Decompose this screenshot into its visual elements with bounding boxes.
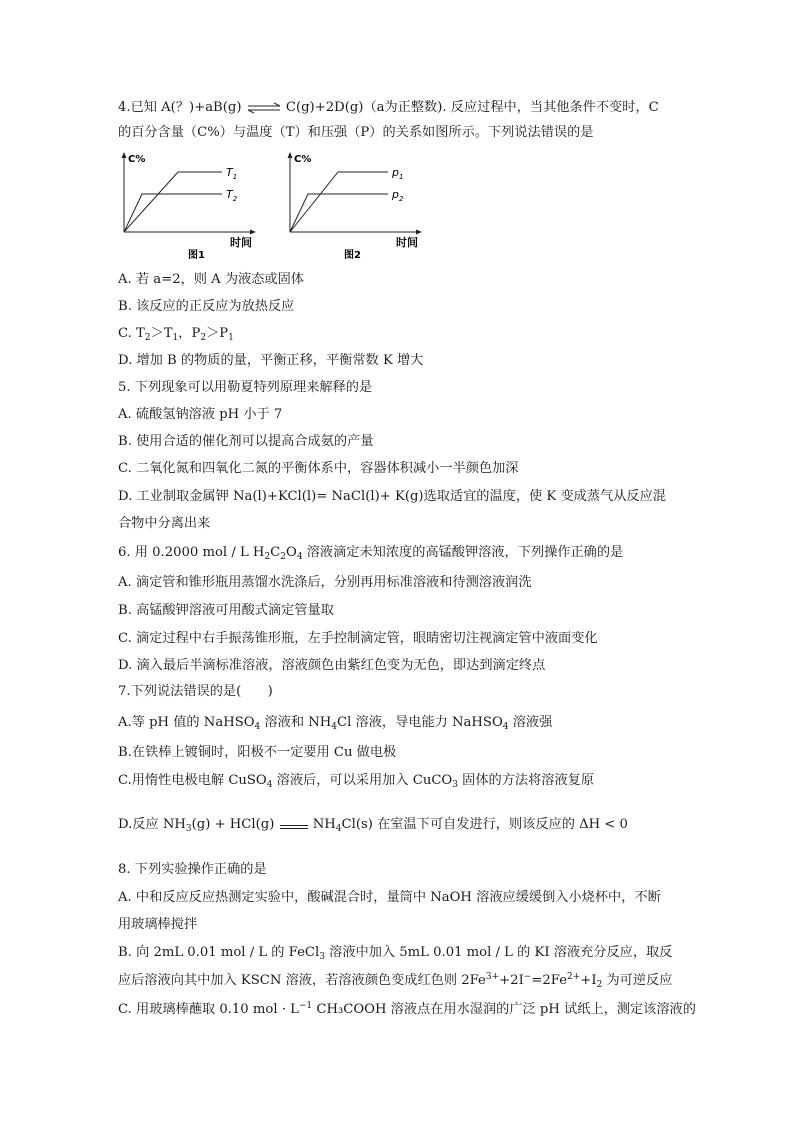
q5-option-d-line2: 合物中分离出来 [118, 516, 211, 531]
q5-option-c: C. 二氧化氮和四氧化二氮的平衡体系中，容器体积减小一半颜色加深 [118, 461, 519, 476]
fig2-label-p2: p [392, 188, 399, 201]
svg-text:T2 [226, 188, 238, 203]
q4-stem-line2: 的百分含量（C%）与温度（T）和压强（P）的关系如图所示。下列说法错误的是 [118, 125, 594, 140]
q8-option-c-line1: C. 用玻璃棒蘸取 0.10 mol · $L^{-1}$ CH₃COOH 溶液点在用水湿润的广泛 pH 试纸上，测定该溶液的 [118, 1001, 696, 1017]
q4-stem-line1 [118, 99, 659, 117]
fig2-label-p1-sub: 1 [398, 173, 404, 181]
fig1-label-t1-sub: 1 [232, 173, 238, 181]
q6-option-b: B. 高锰酸钾溶液可用酸式滴定管量取 [118, 603, 334, 618]
q4-stem-part1: 4.已知 A(？)+aB(g) [118, 100, 246, 115]
q8-option-a-line2: 用玻璃棒搅拌 [118, 917, 198, 932]
fig1-xlabel: 时间 [230, 236, 252, 249]
q4-option-d: D. 增加 B 的物质的量，平衡正移，平衡常数 K 增大 [118, 353, 424, 368]
fig2-xlabel: 时间 [396, 236, 418, 249]
reversible-arrow-icon [246, 102, 282, 114]
svg-text:p1 [391, 166, 403, 181]
q4-option-a: A. 若 a=2，则 A 为液态或固体 [118, 272, 304, 287]
fig2-label-p1: p [392, 166, 399, 179]
q8-option-b-line2: 应后溶液向其中加入 KSCN 溶液，若溶液颜色变成红色则 $2Fe^{3+}+2I^-=2Fe^{2+}+I_2$ 为可逆反应 [118, 972, 673, 990]
q7-option-a: A.等 pH 值的 NaHSO$_4$ 溶液和 $NH_4Cl$ 溶液，导电能力 NaHSO$_4$ 溶液强 [118, 715, 553, 732]
svg-text:p2 [391, 188, 404, 203]
fig1-ylabel: C% [128, 154, 146, 165]
q6-option-a: A. 滴定管和锥形瓶用蒸馏水洗涤后，分别再用标准溶液和待测溶液润洗 [118, 575, 532, 590]
q5-option-a: A. 硫酸氢钠溶液 pH 小于 7 [118, 407, 283, 422]
q8-option-a-line1: A. 中和反应反应热测定实验中，酸碱混合时，量筒中 NaOH 溶液应缓缓倒入小烧杯中，不断 [118, 890, 661, 905]
q7-option-c: C.用惰性电极电解 CuSO$_4$ 溶液后，可以采用加入 CuCO$_3$ 固体的方法将溶液复原 [118, 773, 595, 790]
double-line-arrow-icon [279, 820, 309, 830]
q4-option-c: C. $T_2>T_1$，$P_2>P_1$ [118, 326, 234, 343]
q7-option-d: D.反应 $NH_3(g) + HCl(g)$ $NH_4Cl(s)$ 在室温下可自发进行，则该反应的 ΔH < 0 [118, 817, 628, 834]
fig1-label-t2: T [226, 188, 233, 201]
fig1-label-t2-sub: 2 [232, 195, 238, 203]
q7-stem: 7.下列说法错误的是( ) [118, 684, 273, 699]
q8-stem: 8. 下列实验操作正确的是 [118, 862, 267, 877]
fig2-label-p2-sub: 2 [398, 195, 404, 203]
q6-option-d: D. 滴入最后半滴标准溶液，溶液颜色由紫红色变为无色，即达到滴定终点 [118, 658, 546, 673]
svg-text:T1 [226, 166, 237, 181]
fig2-ylabel: C% [294, 154, 312, 165]
q8-option-b-line1: B. 向 2mL 0.01 mol / L 的 FeCl$_3$ 溶液中加入 5mL 0.01 mol / L 的 KI 溶液充分反应，取反 [118, 945, 673, 962]
fig1-curve-t2 [124, 194, 222, 232]
fig1-label-t1: T [226, 166, 233, 179]
q4-stem-part2: C(g)+2D(g)（a为正整数). 反应过程中，当其他条件不变时，C [281, 100, 659, 115]
fig1-caption: 图1 [188, 250, 205, 261]
q4-figure-2 [284, 150, 424, 262]
q6-option-c: C. 滴定过程中右手振荡锥形瓶，左手控制滴定管，眼睛密切注视滴定管中液面变化 [118, 631, 598, 646]
q5-option-d-line1: D. 工业制取金属钾 Na(l)+KCl(l)= NaCl(l)+ K(g)选取适宜的温度，使 K 变成蒸气从反应混 [118, 489, 666, 504]
fig2-caption: 图2 [344, 250, 361, 261]
q5-stem: 5. 下列现象可以用勒夏特列原理来解释的是 [118, 380, 373, 395]
q6-stem: 6. 用 0.2000 mol / L $H_2C_2O_4$ 溶液滴定未知浓度的高锰酸钾溶液，下列操作正确的是 [118, 545, 624, 562]
q5-option-b: B. 使用合适的催化剂可以提高合成氨的产量 [118, 434, 374, 449]
q7-option-b: B.在铁棒上镀铜时，阳极不一定要用 Cu 做电极 [118, 745, 397, 760]
q4-figure-1 [118, 150, 258, 262]
q4-option-b: B. 该反应的正反应为放热反应 [118, 299, 295, 314]
